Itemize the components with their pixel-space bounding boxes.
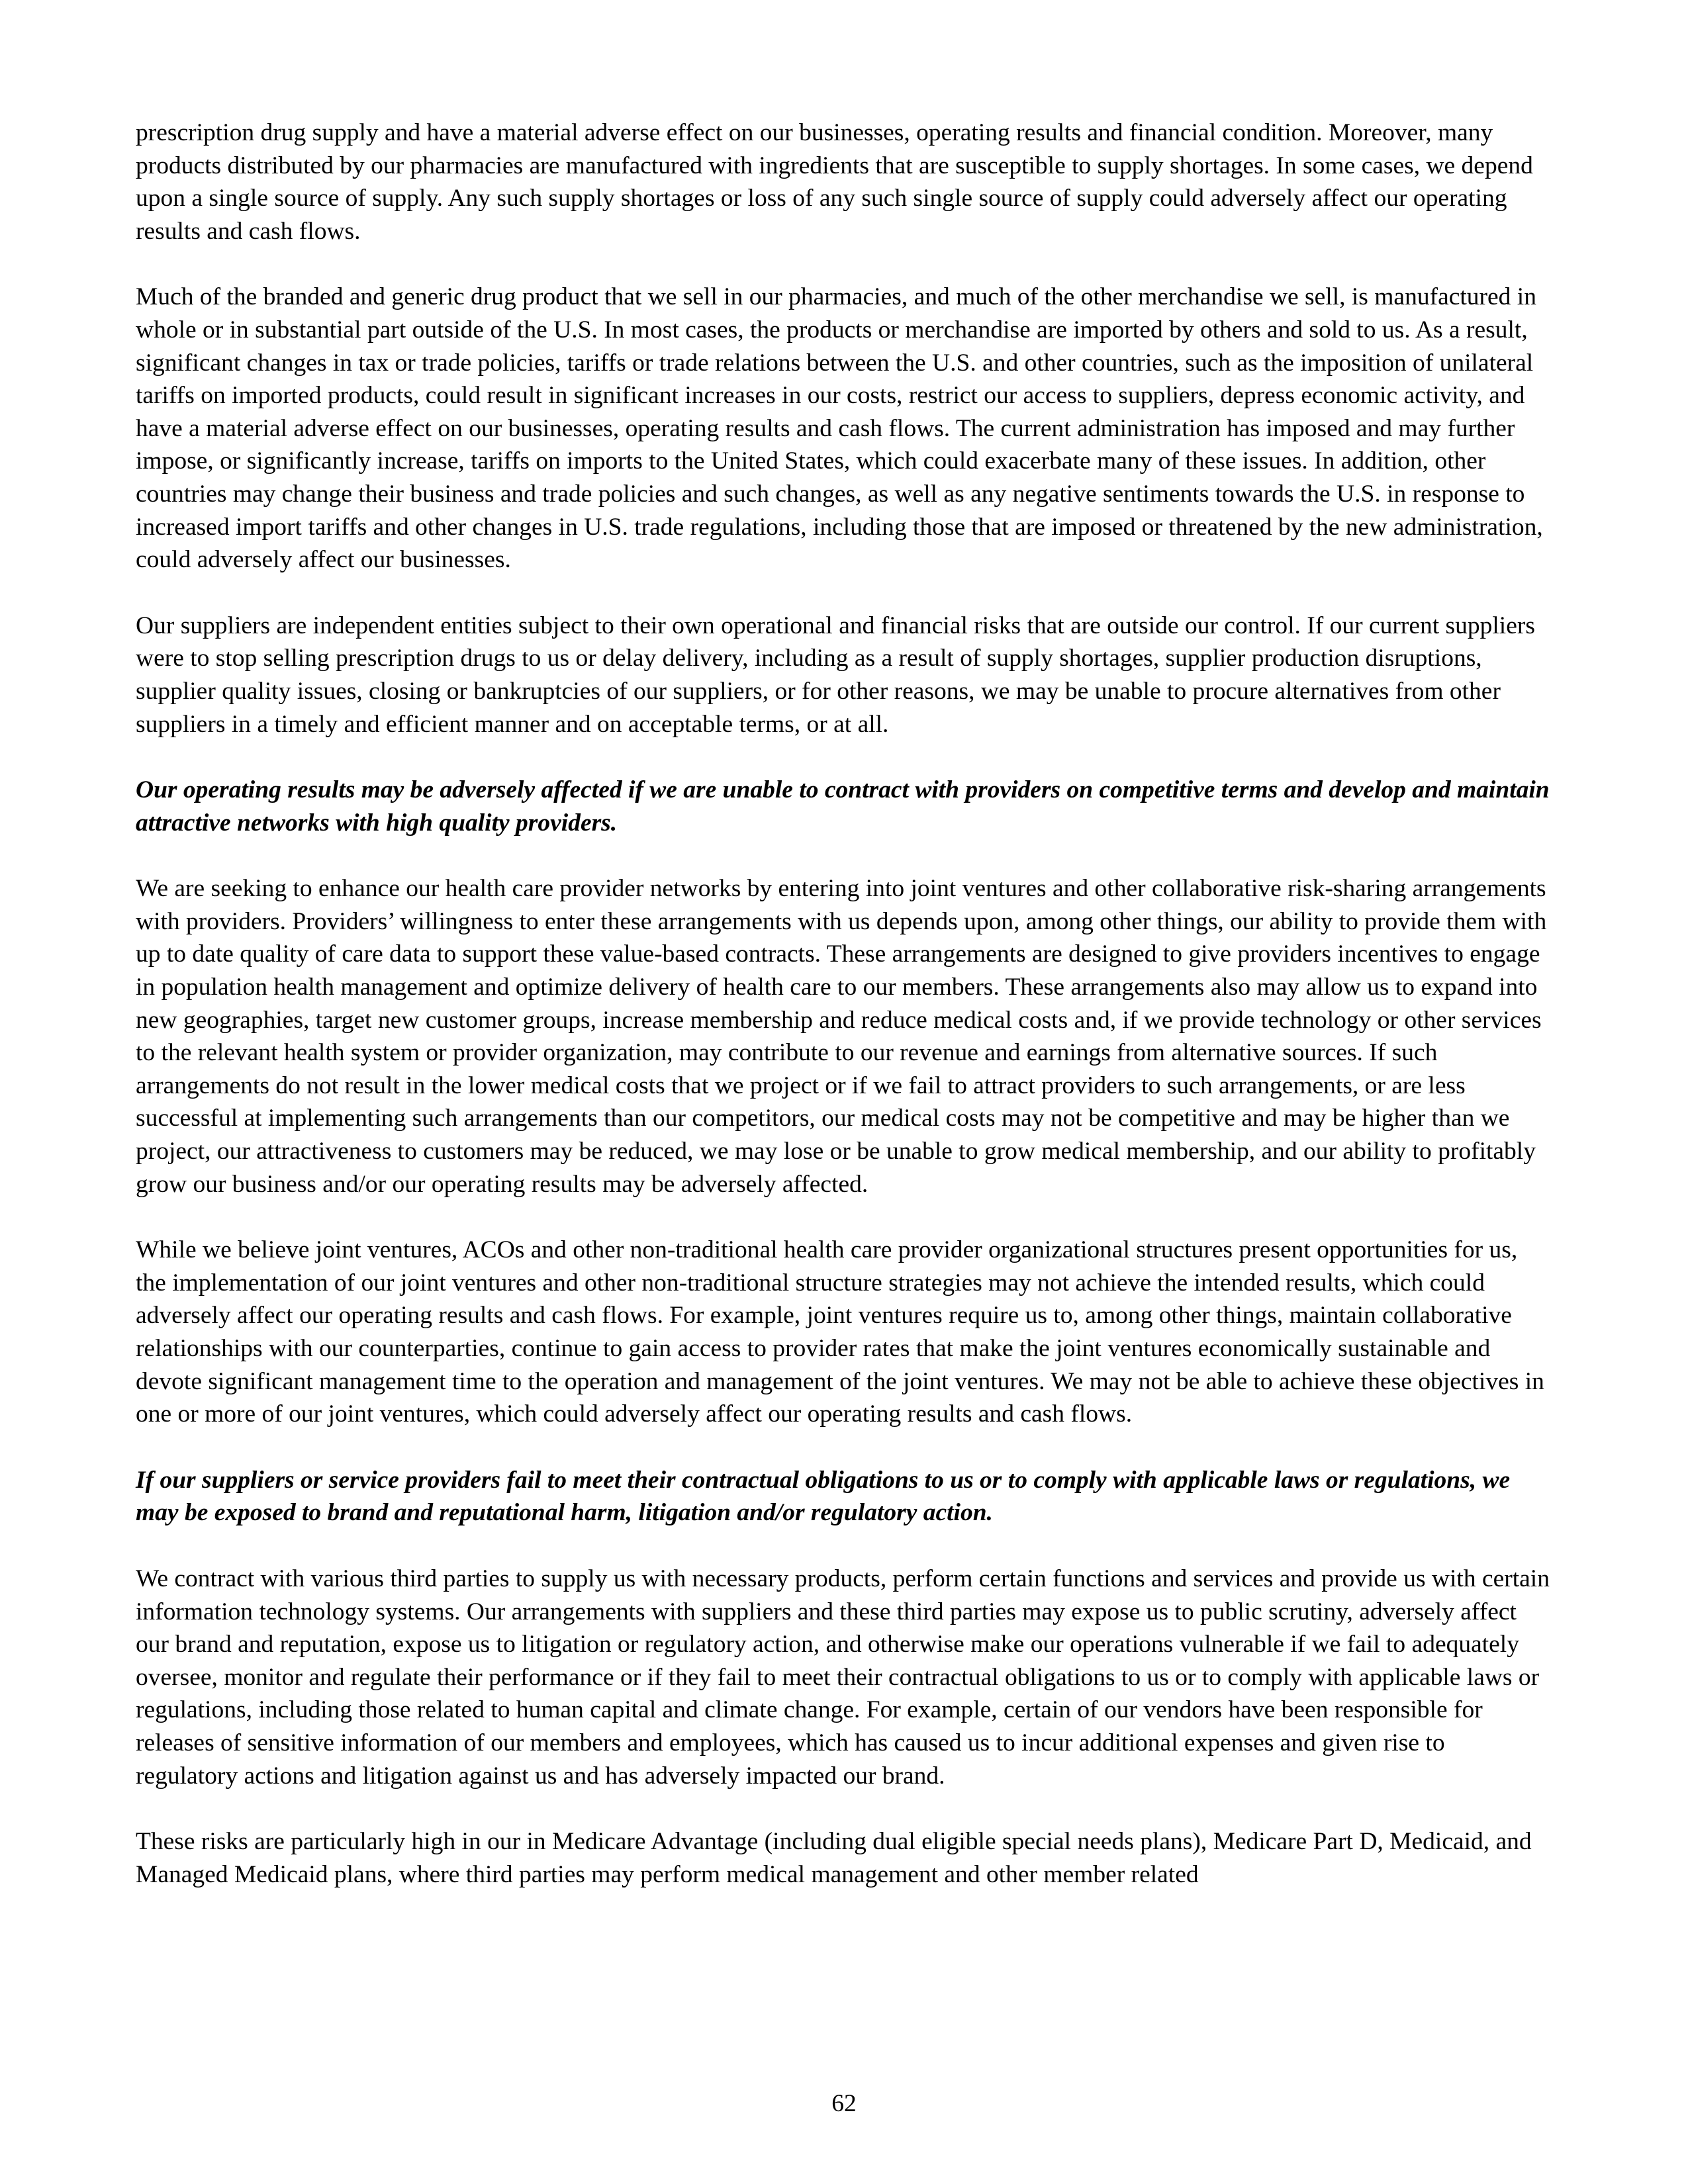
- page-number: 62: [831, 2090, 857, 2117]
- paragraph-medicare-risks: These risks are particularly high in our in Medicare Advantage (including dual eligible special needs plans), Medicare Part D, Medicaid, and Managed Medicaid plans, where third parties may perform medical management and other member related: [136, 1828, 1532, 1888]
- heading-supplier-obligations: If our suppliers or service providers fail to meet their contractual obligations to us or to comply with applicable laws or regulations, we may be exposed to brand and reputational harm, litigation and/or regulatory action.: [136, 1466, 1511, 1527]
- paragraph-provider-arrangements: We are seeking to enhance our health care provider networks by entering into joint ventures and other collaborative risk-sharing arrangements with providers. Providers’ willingness to enter these arrangements with us depends upon, among other things, our ability to provide them with up to date quality of care data to support these value-based contracts. These arrangements are designed to give providers incentives to engage in population health management and optimize delivery of health care to our members. These arrangements also may allow us to expand into new geographies, target new customer groups, increase membership and reduce medical costs and, if we provide technology or other services to the relevant health system or provider organization, may contribute to our revenue and earnings from alternative sources. If such arrangements do not result in the lower medical costs that we project or if we fail to attract providers to such arrangements, or are less successful at implementing such arrangements than our competitors, our medical costs may not be competitive and may be higher than we project, our attractiveness to customers may be reduced, we may lose or be unable to grow medical membership, and our ability to profitably grow our business and/or our operating results may be adversely affected.: [136, 875, 1547, 1198]
- paragraph-joint-ventures: While we believe joint ventures, ACOs and other non-traditional health care provider organizational structures present opportunities for us, the implementation of our joint ventures and other non-traditional structure strategies may not achieve the intended results, which could adversely affect our operating results and cash flows. For example, joint ventures require us to, among other things, maintain collaborative relationships with our counterparties, continue to gain access to provider rates that make the joint ventures economically sustainable and devote significant management time to the operation and management of the joint ventures. We may not be able to achieve these objectives in one or more of our joint ventures, which could adversely affect our operating results and cash flows.: [136, 1236, 1544, 1428]
- paragraph-third-party-contracts: We contract with various third parties to supply us with necessary products, perform certain functions and services and provide us with certain information technology systems. Our arrangements with suppliers and these third parties may expose us to public scrutiny, adversely affect our brand and reputation, expose us to litigation or regulatory action, and otherwise make our operations vulnerable if we fail to adequately oversee, monitor and regulate their performance or if they fail to meet their contractual obligations to us or to comply with applicable laws or regulations, including those related to human capital and climate change. For example, certain of our vendors have been responsible for releases of sensitive information of our members and employees, which has caused us to incur additional expenses and given rise to regulatory actions and litigation against us and has adversely impacted our brand.: [136, 1565, 1550, 1790]
- heading-provider-networks: Our operating results may be adversely affected if we are unable to contract with providers on competitive terms and develop and maintain attractive networks with high quality providers.: [136, 776, 1550, 837]
- paragraph-supply-shortages: prescription drug supply and have a material adverse effect on our businesses, operating results and financial condition. Moreover, many products distributed by our pharmacies are manufactured with ingredients that are susceptible to supply shortages. In some cases, we depend upon a single source of supply. Any such supply shortages or loss of any such single source of supply could adversely affect our operating results and cash flows.: [136, 119, 1533, 245]
- document-page: [136, 116, 1552, 1924]
- paragraph-supplier-risks: Our suppliers are independent entities subject to their own operational and financial risks that are outside our control. If our current suppliers were to stop selling prescription drugs to us or delay delivery, including as a result of supply shortages, supplier production disruptions, supplier quality issues, closing or bankruptcies of our suppliers, or for other reasons, we may be unable to procure alternatives from other suppliers in a timely and efficient manner and on acceptable terms, or at all.: [136, 612, 1535, 738]
- paragraph-tariffs-trade: Much of the branded and generic drug product that we sell in our pharmacies, and much of the other merchandise we sell, is manufactured in whole or in substantial part outside of the U.S. In most cases, the products or merchandise are imported by others and sold to us. As a result, significant changes in tax or trade policies, tariffs or trade relations between the U.S. and other countries, such as the imposition of unilateral tariffs on imported products, could result in significant increases in our costs, restrict our access to suppliers, depress economic activity, and have a material adverse effect on our businesses, operating results and cash flows. The current administration has imposed and may further impose, or significantly increase, tariffs on imports to the United States, which could exacerbate many of these issues. In addition, other countries may change their business and trade policies and such changes, as well as any negative sentiments towards the U.S. in response to increased import tariffs and other changes in U.S. trade regulations, including those that are imposed or threatened by the new administration, could adversely affect our businesses.: [136, 283, 1543, 574]
